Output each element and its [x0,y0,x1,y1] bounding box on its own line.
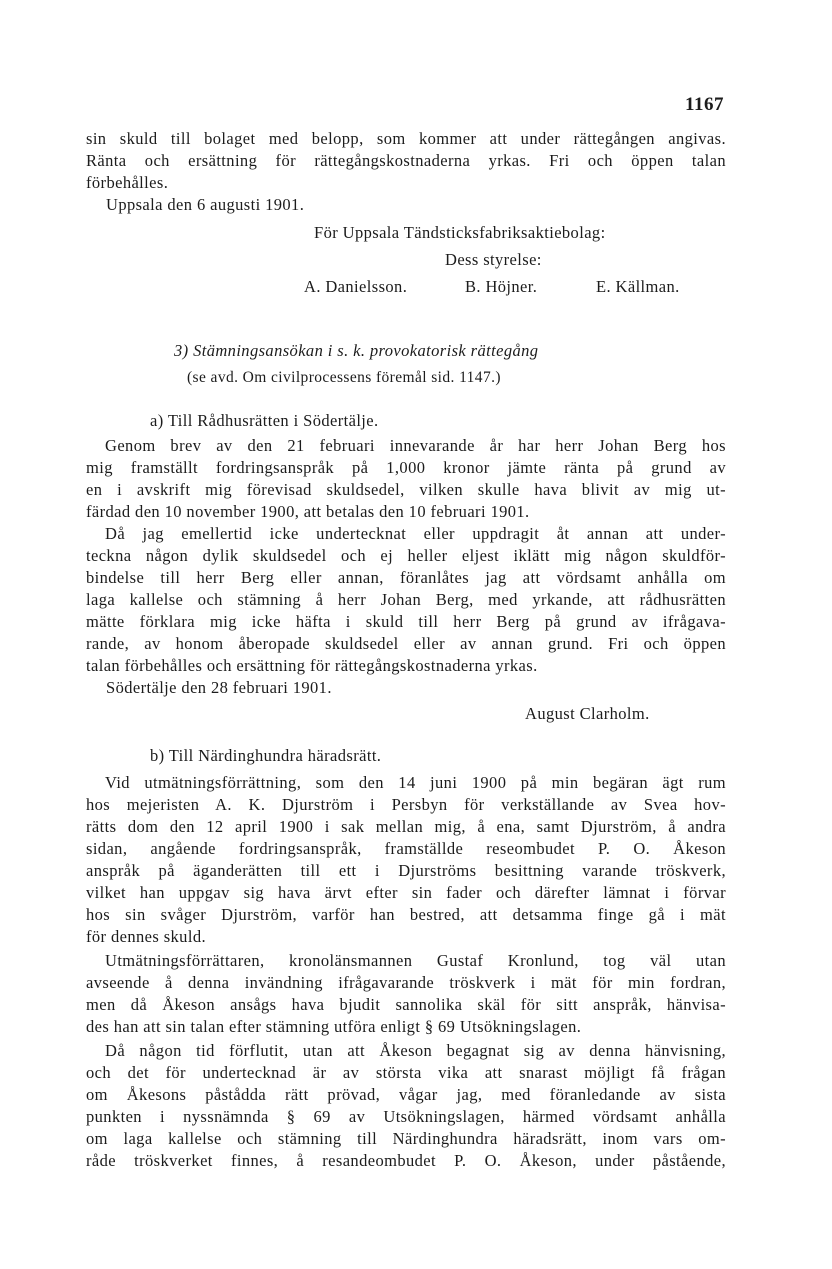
text-line: men då Åkeson ansågs hava bjudit sannolika skäl för sitt anspråk, hänvisa- [86,995,726,1014]
text-line: om Åkesons påstådda rätt prövad, vågar jag, med föranledande av sista [86,1085,726,1104]
section-heading: 3) Stämningsansökan i s. k. provokatorisk rättegång [174,341,539,360]
company-name: För Uppsala Tändsticksfabriksaktiebolag: [314,223,606,242]
text-line: hos sin svåger Djurström, varför han bestred, att detsamma finge gå i mät [86,905,726,924]
text-line: Genom brev av den 21 februari innevarande år har herr Johan Berg hos [105,436,726,455]
date-line: Södertälje den 28 februari 1901. [106,678,332,697]
text-line: avseende å denna invändning ifrågavarande tröskverk i mät för min fordran, [86,973,726,992]
section-subheading: (se avd. Om civilprocessens föremål sid. 1147.) [187,369,501,386]
text-line: förbehålles. [86,173,169,192]
text-line: rande, av honom åberopade skuldsedel eller av annan grund. Fri och öppen [86,634,726,653]
text-line: mig framställt fordringsanspråk på 1,000 kronor jämte ränta på grund av [86,458,726,477]
text-line: för dennes skuld. [86,927,206,946]
text-line: Då någon tid förflutit, utan att Åkeson begagnat sig av denna hänvisning, [105,1041,726,1060]
text-line: vilket han uppgav sig hava ärvt efter sin fader och därefter lämnat i förvar [86,883,726,902]
text-line: punkten i nyssnämnda § 69 av Utsökningslagen, härmed vördsamt anhålla [86,1107,726,1126]
text-line: om laga kallelse och stämning till Närdinghundra häradsrätt, inom vars om- [86,1129,726,1148]
text-line: Ränta och ersättning för rättegångskostnaderna yrkas. Fri och öppen talan [86,151,726,170]
text-line: anspråk på äganderätten till ett i Djurströms besittning varande tröskverk, [86,861,726,880]
text-line: sin skuld till bolaget med belopp, som kommer att under rättegången angivas. [86,129,726,148]
text-line: des han att sin talan efter stämning utföra enligt § 69 Utsökningslagen. [86,1017,582,1036]
text-line: Då jag emellertid icke undertecknat eller uppdragit åt annan att under- [105,524,726,543]
text-line: råde tröskverket finnes, å resandeombudet P. O. Åkeson, under påstående, [86,1151,726,1170]
text-line: talan förbehålles och ersättning för rättegångskostnaderna yrkas. [86,656,538,675]
text-line: rätts dom den 12 april 1900 i sak mellan mig, å ena, samt Djurström, å andra [86,817,726,836]
text-line: en i avskrift mig förevisad skuldsedel, vilken skulle hava blivit av mig ut- [86,480,726,499]
text-line: sidan, angående fordringsanspråk, framställde reseombudet P. O. Åkeson [86,839,726,858]
board-label: Dess styrelse: [445,250,542,269]
signature: August Clarholm. [525,704,650,723]
text-line: hos mejeristen A. K. Djurström i Persbyn för verkställande av Svea hov- [86,795,726,814]
subsection-heading: b) Till Närdinghundra häradsrätt. [150,746,382,765]
text-line: laga kallelse och stämning å herr Johan Berg, med yrkande, att rådhusrätten [86,590,726,609]
page-number: 1167 [685,94,724,115]
text-line: färdad den 10 november 1900, att betalas den 10 februari 1901. [86,502,530,521]
text-line: mätte förklara mig icke häfta i skuld till herr Berg på grund av ifrågava- [86,612,726,631]
subsection-heading: a) Till Rådhusrätten i Södertälje. [150,411,379,430]
text-line: Utmätningsförrättaren, kronolänsmannen Gustaf Kronlund, tog väl utan [105,951,726,970]
signature: A. Danielsson. [304,277,408,296]
signature: B. Höjner. [465,277,538,296]
text-line: teckna någon dylik skuldsedel och ej heller eljest iklätt mig någon skuldför- [86,546,726,565]
signature: E. Källman. [596,277,680,296]
text-line: bindelse till herr Berg eller annan, föranlåtes jag att vördsamt anhålla om [86,568,726,587]
text-line: och det för undertecknad är av största vika att snarast möjligt få frågan [86,1063,726,1082]
text-line: Vid utmätningsförrättning, som den 14 juni 1900 på min begäran ägt rum [105,773,726,792]
date-line: Uppsala den 6 augusti 1901. [106,195,305,214]
